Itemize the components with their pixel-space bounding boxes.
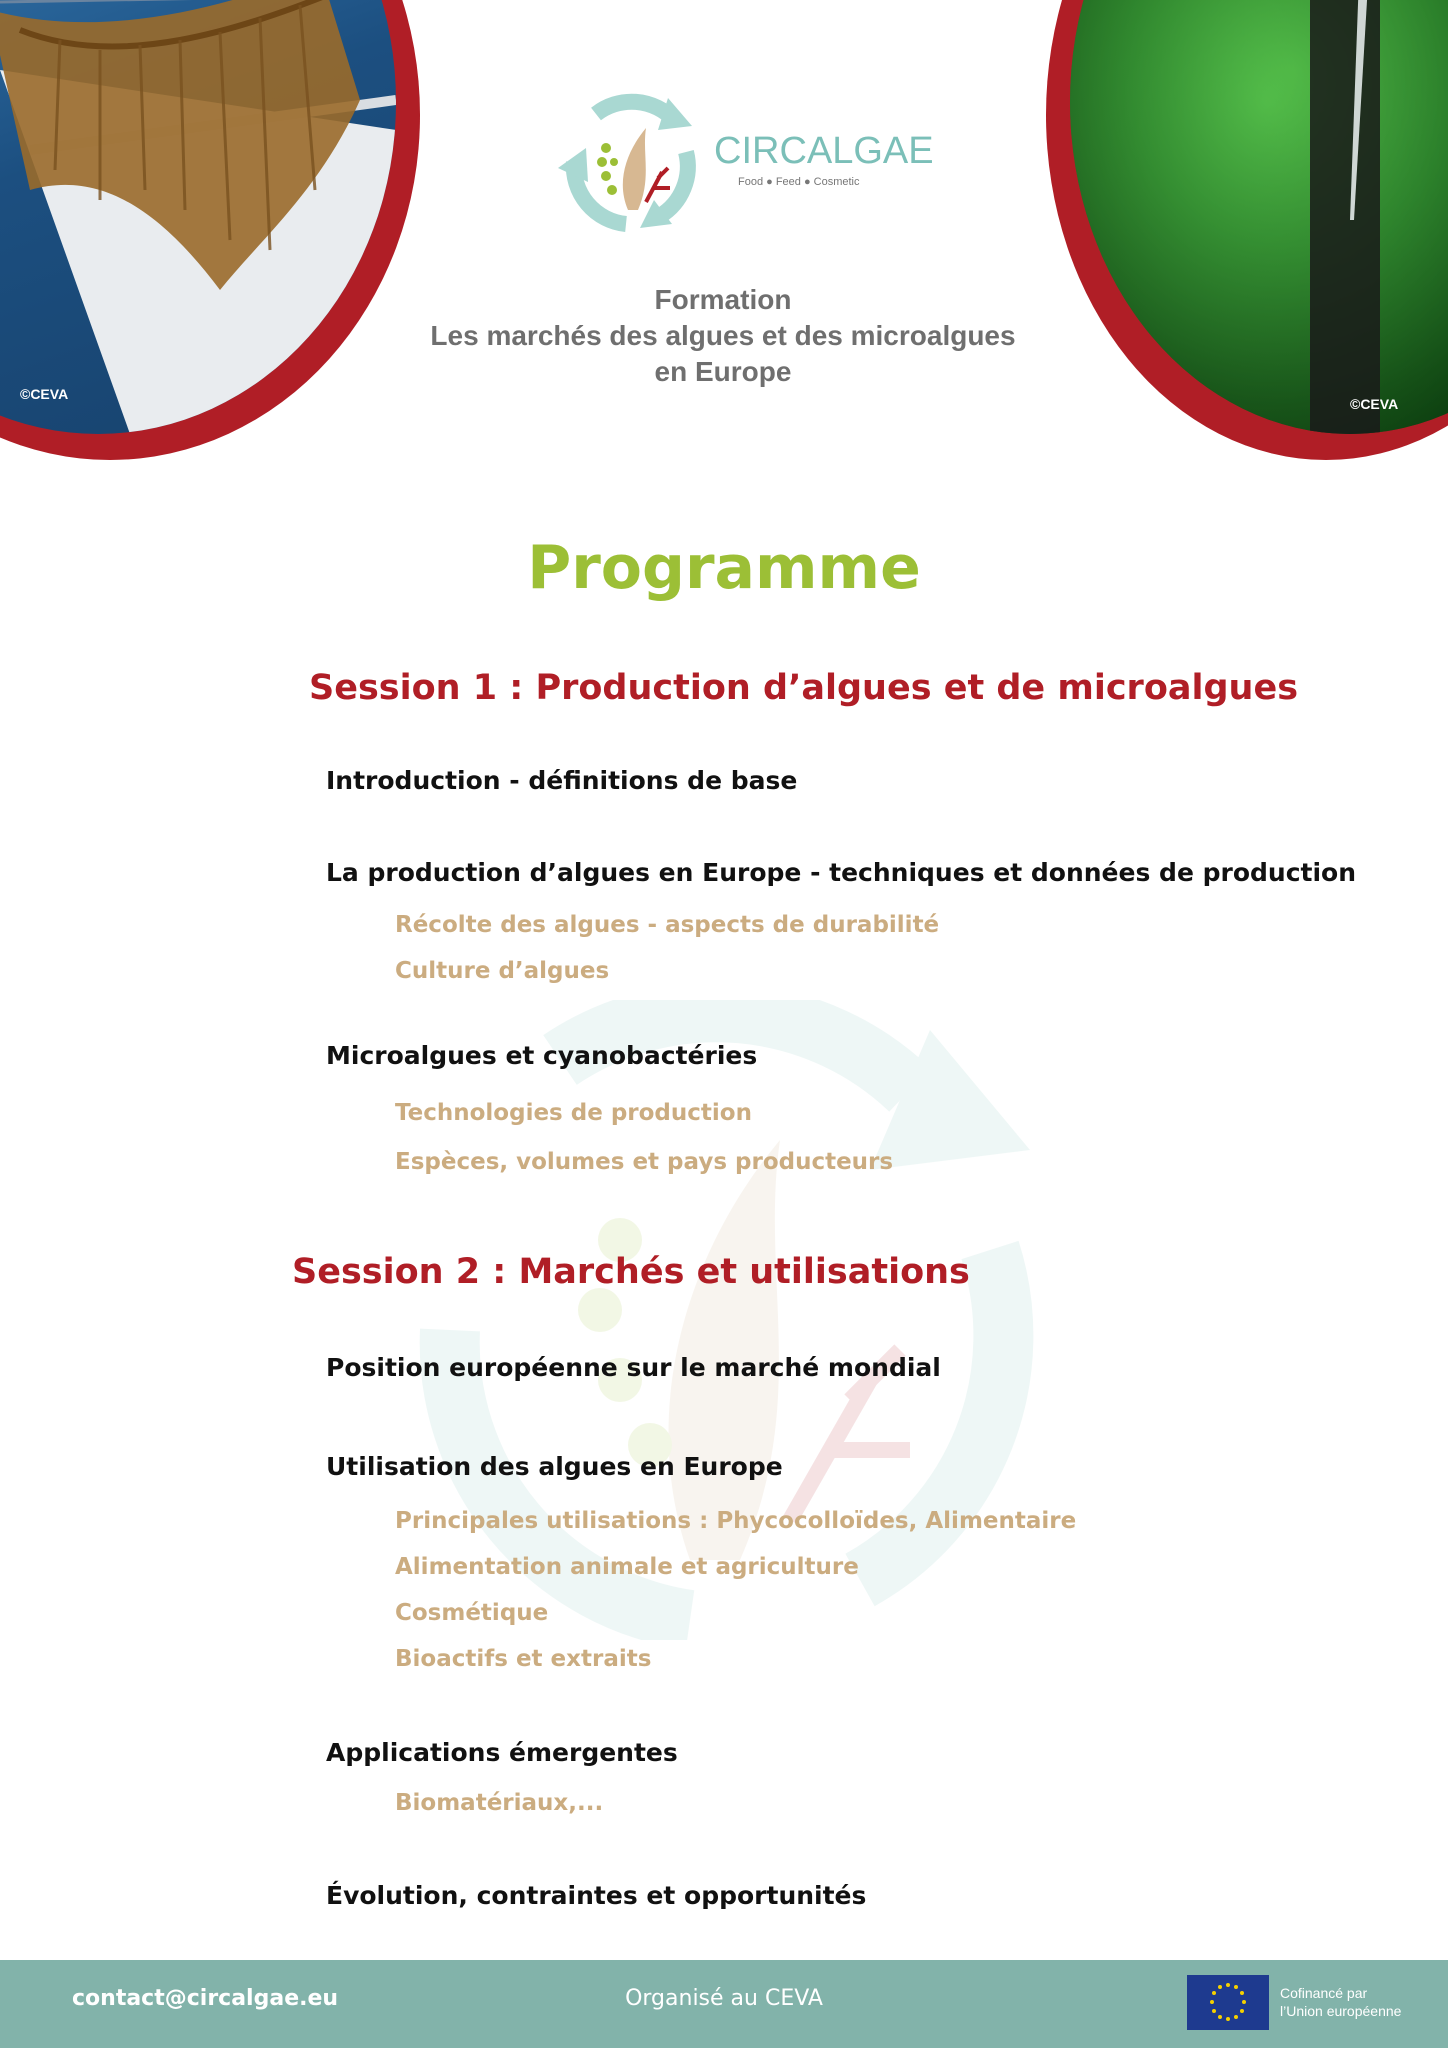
photo-right-credit: ©CEVA xyxy=(1350,396,1399,412)
circalgae-logo xyxy=(556,92,934,232)
session-2-title: Session 2 : Marchés et utilisations xyxy=(292,1252,970,1292)
logo-name: CIRCALGAE xyxy=(714,130,934,172)
photo-left-credit: ©CEVA xyxy=(20,386,69,402)
session-1-subitem: Culture d’algues xyxy=(395,958,610,984)
session-2-subitem: Bioactifs et extraits xyxy=(395,1646,652,1672)
session-2-item: Applications émergentes xyxy=(326,1738,678,1767)
seaweed-photo-illustration xyxy=(0,0,396,434)
session-1-subitem: Récolte des algues - aspects de durabilité xyxy=(395,912,940,938)
session-2-subitem: Cosmétique xyxy=(395,1600,549,1626)
circalgae-watermark-icon xyxy=(390,1000,1070,1640)
formation-line-1: Formation xyxy=(654,284,792,315)
eu-flag-icon xyxy=(1187,1975,1269,2030)
circalgae-logo-icon xyxy=(556,92,706,232)
session-2-subitem: Principales utilisations : Phycocolloïdes, Alimentaire xyxy=(395,1508,1077,1534)
eu-text-line-1: Cofinancé par xyxy=(1280,1985,1368,2001)
session-2-subitem: Biomatériaux,... xyxy=(395,1790,604,1816)
session-1-subitem: Technologies de production xyxy=(395,1100,752,1126)
session-1-title: Session 1 : Production d’algues et de microalgues xyxy=(309,668,1299,708)
session-2-subitem: Alimentation animale et agriculture xyxy=(395,1554,859,1580)
session-1-item: Microalgues et cyanobactéries xyxy=(326,1041,758,1070)
session-1-subitem: Espèces, volumes et pays producteurs xyxy=(395,1149,894,1175)
formation-line-3: en Europe xyxy=(654,356,792,387)
contact-email-link[interactable]: contact@circalgae.eu xyxy=(72,1986,339,2011)
microalgae-photo-illustration xyxy=(1070,0,1448,434)
session-2-item: Évolution, contraintes et opportunités xyxy=(326,1881,867,1910)
logo-tagline: Food ● Feed ● Cosmetic xyxy=(738,176,860,188)
eu-cofunding-text xyxy=(1280,1984,1430,2020)
session-1-item: La production d’algues en Europe - techniques et données de production xyxy=(326,858,1357,887)
session-2-item: Position européenne sur le marché mondial xyxy=(326,1353,941,1382)
organised-by-text: Organisé au CEVA xyxy=(625,1986,823,2011)
header-photo-left xyxy=(0,0,420,460)
header-photo-right xyxy=(1046,0,1448,460)
formation-line-2: Les marchés des algues et des microalgues xyxy=(430,320,1016,351)
session-1-item: Introduction - définitions de base xyxy=(326,766,798,795)
session-2-item: Utilisation des algues en Europe xyxy=(326,1452,783,1481)
footer-bar xyxy=(0,1960,1448,2048)
programme-title: Programme xyxy=(527,533,921,603)
eu-text-line-2: l’Union européenne xyxy=(1280,2003,1402,2019)
